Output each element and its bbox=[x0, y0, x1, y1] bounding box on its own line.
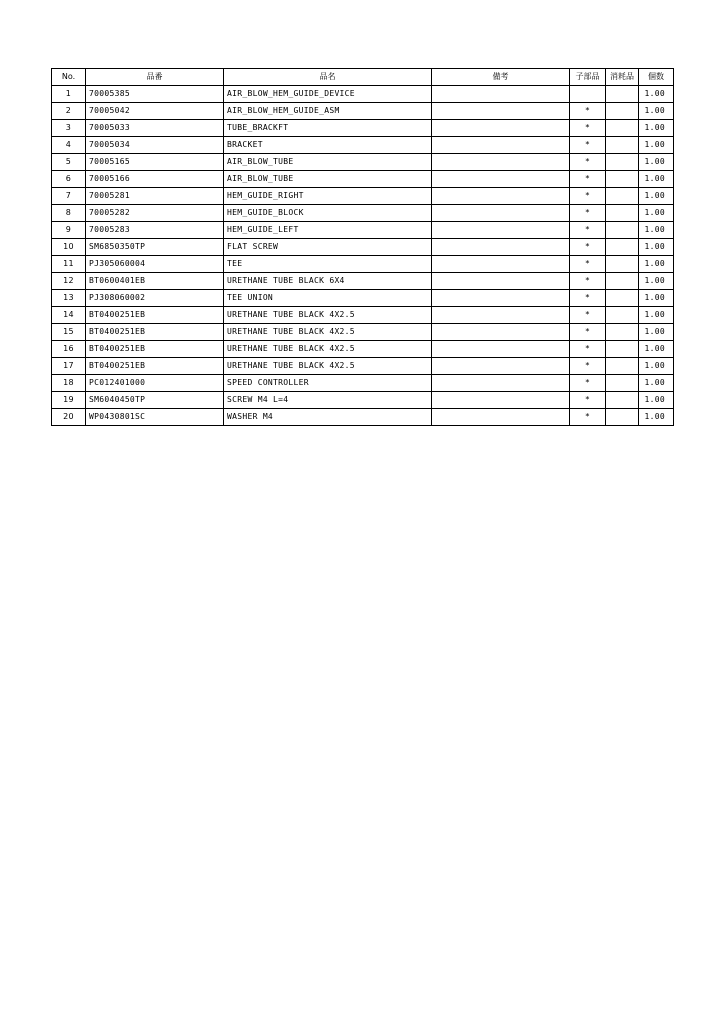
header-remarks: 備考 bbox=[432, 69, 570, 86]
cell-no: 19 bbox=[52, 392, 86, 409]
cell-consumable bbox=[606, 273, 639, 290]
cell-quantity: 1.00 bbox=[639, 120, 674, 137]
cell-part-number: PJ305060004 bbox=[86, 256, 224, 273]
cell-remarks bbox=[432, 375, 570, 392]
cell-no: 16 bbox=[52, 341, 86, 358]
cell-part-number: 70005282 bbox=[86, 205, 224, 222]
cell-part-number: 70005042 bbox=[86, 103, 224, 120]
cell-no: 15 bbox=[52, 324, 86, 341]
cell-sub-part: * bbox=[570, 171, 606, 188]
cell-sub-part: * bbox=[570, 358, 606, 375]
cell-consumable bbox=[606, 341, 639, 358]
header-sub-part: 子部品 bbox=[570, 69, 606, 86]
cell-part-number: 70005033 bbox=[86, 120, 224, 137]
cell-remarks bbox=[432, 256, 570, 273]
cell-sub-part: * bbox=[570, 273, 606, 290]
cell-quantity: 1.00 bbox=[639, 273, 674, 290]
cell-quantity: 1.00 bbox=[639, 137, 674, 154]
cell-no: 8 bbox=[52, 205, 86, 222]
cell-remarks bbox=[432, 86, 570, 103]
cell-sub-part: * bbox=[570, 120, 606, 137]
cell-quantity: 1.00 bbox=[639, 103, 674, 120]
table-row bbox=[52, 86, 674, 103]
cell-consumable bbox=[606, 392, 639, 409]
cell-no: 5 bbox=[52, 154, 86, 171]
table-row bbox=[52, 205, 674, 222]
cell-quantity: 1.00 bbox=[639, 256, 674, 273]
cell-part-name: URETHANE TUBE BLACK 4X2.5 bbox=[224, 324, 432, 341]
cell-part-number: WP0430801SC bbox=[86, 409, 224, 426]
header-part-number: 品番 bbox=[86, 69, 224, 86]
cell-sub-part: * bbox=[570, 392, 606, 409]
cell-quantity: 1.00 bbox=[639, 358, 674, 375]
header-consumable: 消耗品 bbox=[606, 69, 639, 86]
cell-no: 10 bbox=[52, 239, 86, 256]
cell-remarks bbox=[432, 171, 570, 188]
header-part-name: 品名 bbox=[224, 69, 432, 86]
cell-remarks bbox=[432, 392, 570, 409]
cell-sub-part: * bbox=[570, 324, 606, 341]
cell-consumable bbox=[606, 137, 639, 154]
cell-part-name: TEE UNION bbox=[224, 290, 432, 307]
cell-no: 6 bbox=[52, 171, 86, 188]
cell-quantity: 1.00 bbox=[639, 341, 674, 358]
cell-remarks bbox=[432, 290, 570, 307]
cell-consumable bbox=[606, 307, 639, 324]
parts-list-table bbox=[51, 68, 674, 426]
cell-remarks bbox=[432, 103, 570, 120]
table-row bbox=[52, 273, 674, 290]
cell-part-name: AIR_BLOW_TUBE bbox=[224, 171, 432, 188]
cell-sub-part: * bbox=[570, 307, 606, 324]
header-no: No. bbox=[52, 69, 86, 86]
cell-part-name: AIR_BLOW_HEM_GUIDE_DEVICE bbox=[224, 86, 432, 103]
cell-no: 20 bbox=[52, 409, 86, 426]
table-row bbox=[52, 222, 674, 239]
cell-sub-part: * bbox=[570, 375, 606, 392]
cell-remarks bbox=[432, 137, 570, 154]
cell-sub-part: * bbox=[570, 205, 606, 222]
cell-sub-part: * bbox=[570, 239, 606, 256]
cell-part-number: BT0400251EB bbox=[86, 358, 224, 375]
table-row bbox=[52, 171, 674, 188]
cell-part-number: SM6040450TP bbox=[86, 392, 224, 409]
cell-consumable bbox=[606, 171, 639, 188]
cell-remarks bbox=[432, 222, 570, 239]
cell-quantity: 1.00 bbox=[639, 324, 674, 341]
table-row bbox=[52, 137, 674, 154]
cell-part-number: PC012401000 bbox=[86, 375, 224, 392]
cell-part-name: AIR_BLOW_TUBE bbox=[224, 154, 432, 171]
cell-remarks bbox=[432, 120, 570, 137]
cell-quantity: 1.00 bbox=[639, 188, 674, 205]
cell-no: 12 bbox=[52, 273, 86, 290]
cell-no: 11 bbox=[52, 256, 86, 273]
cell-remarks bbox=[432, 307, 570, 324]
cell-quantity: 1.00 bbox=[639, 86, 674, 103]
cell-no: 13 bbox=[52, 290, 86, 307]
cell-part-name: URETHANE TUBE BLACK 4X2.5 bbox=[224, 341, 432, 358]
cell-no: 18 bbox=[52, 375, 86, 392]
cell-consumable bbox=[606, 409, 639, 426]
cell-sub-part: * bbox=[570, 409, 606, 426]
cell-part-number: 70005281 bbox=[86, 188, 224, 205]
cell-remarks bbox=[432, 341, 570, 358]
cell-consumable bbox=[606, 222, 639, 239]
cell-no: 4 bbox=[52, 137, 86, 154]
cell-remarks bbox=[432, 239, 570, 256]
cell-remarks bbox=[432, 205, 570, 222]
cell-sub-part: * bbox=[570, 154, 606, 171]
cell-sub-part: * bbox=[570, 290, 606, 307]
table-row bbox=[52, 103, 674, 120]
cell-no: 2 bbox=[52, 103, 86, 120]
cell-part-number: BT0400251EB bbox=[86, 341, 224, 358]
cell-part-number: 70005385 bbox=[86, 86, 224, 103]
cell-quantity: 1.00 bbox=[639, 392, 674, 409]
cell-consumable bbox=[606, 120, 639, 137]
cell-part-name: HEM_GUIDE_LEFT bbox=[224, 222, 432, 239]
cell-quantity: 1.00 bbox=[639, 375, 674, 392]
cell-quantity: 1.00 bbox=[639, 205, 674, 222]
cell-part-name: AIR_BLOW_HEM_GUIDE_ASM bbox=[224, 103, 432, 120]
cell-consumable bbox=[606, 256, 639, 273]
cell-part-number: PJ308060002 bbox=[86, 290, 224, 307]
table-row bbox=[52, 239, 674, 256]
cell-remarks bbox=[432, 409, 570, 426]
cell-part-name: URETHANE TUBE BLACK 6X4 bbox=[224, 273, 432, 290]
table-row bbox=[52, 392, 674, 409]
cell-part-number: 70005165 bbox=[86, 154, 224, 171]
table-row bbox=[52, 409, 674, 426]
cell-part-name: TUBE_BRACKFT bbox=[224, 120, 432, 137]
cell-sub-part: * bbox=[570, 256, 606, 273]
cell-consumable bbox=[606, 324, 639, 341]
cell-consumable bbox=[606, 375, 639, 392]
cell-quantity: 1.00 bbox=[639, 307, 674, 324]
cell-consumable bbox=[606, 205, 639, 222]
cell-part-name: FLAT SCREW bbox=[224, 239, 432, 256]
cell-part-number: 70005283 bbox=[86, 222, 224, 239]
cell-sub-part: * bbox=[570, 188, 606, 205]
cell-sub-part: * bbox=[570, 341, 606, 358]
cell-remarks bbox=[432, 358, 570, 375]
cell-part-name: HEM_GUIDE_RIGHT bbox=[224, 188, 432, 205]
cell-consumable bbox=[606, 188, 639, 205]
cell-no: 1 bbox=[52, 86, 86, 103]
cell-consumable bbox=[606, 154, 639, 171]
table-row bbox=[52, 307, 674, 324]
cell-sub-part: * bbox=[570, 103, 606, 120]
cell-sub-part: * bbox=[570, 137, 606, 154]
cell-quantity: 1.00 bbox=[639, 154, 674, 171]
header-row bbox=[52, 69, 674, 86]
table-row bbox=[52, 154, 674, 171]
cell-quantity: 1.00 bbox=[639, 222, 674, 239]
cell-part-name: URETHANE TUBE BLACK 4X2.5 bbox=[224, 358, 432, 375]
cell-part-name: SCREW M4 L=4 bbox=[224, 392, 432, 409]
cell-quantity: 1.00 bbox=[639, 171, 674, 188]
table-row bbox=[52, 375, 674, 392]
cell-no: 17 bbox=[52, 358, 86, 375]
cell-part-number: BT0600401EB bbox=[86, 273, 224, 290]
cell-part-name: SPEED CONTROLLER bbox=[224, 375, 432, 392]
cell-consumable bbox=[606, 86, 639, 103]
cell-consumable bbox=[606, 290, 639, 307]
table-row bbox=[52, 120, 674, 137]
cell-no: 14 bbox=[52, 307, 86, 324]
cell-no: 7 bbox=[52, 188, 86, 205]
cell-sub-part: * bbox=[570, 222, 606, 239]
cell-no: 3 bbox=[52, 120, 86, 137]
cell-part-name: TEE bbox=[224, 256, 432, 273]
cell-remarks bbox=[432, 273, 570, 290]
table-row bbox=[52, 256, 674, 273]
header-quantity: 個数 bbox=[639, 69, 674, 86]
cell-remarks bbox=[432, 324, 570, 341]
cell-quantity: 1.00 bbox=[639, 290, 674, 307]
table-row bbox=[52, 358, 674, 375]
cell-sub-part bbox=[570, 86, 606, 103]
table-row bbox=[52, 188, 674, 205]
cell-remarks bbox=[432, 154, 570, 171]
cell-part-name: BRACKET bbox=[224, 137, 432, 154]
cell-part-number: 70005034 bbox=[86, 137, 224, 154]
table-row bbox=[52, 324, 674, 341]
cell-part-name: WASHER M4 bbox=[224, 409, 432, 426]
table-body bbox=[52, 86, 674, 426]
cell-quantity: 1.00 bbox=[639, 409, 674, 426]
cell-part-name: HEM_GUIDE_BLOCK bbox=[224, 205, 432, 222]
cell-no: 9 bbox=[52, 222, 86, 239]
table-header bbox=[52, 69, 674, 86]
cell-part-number: SM6850350TP bbox=[86, 239, 224, 256]
table-row bbox=[52, 290, 674, 307]
cell-remarks bbox=[432, 188, 570, 205]
cell-part-number: BT0400251EB bbox=[86, 307, 224, 324]
cell-quantity: 1.00 bbox=[639, 239, 674, 256]
cell-part-name: URETHANE TUBE BLACK 4X2.5 bbox=[224, 307, 432, 324]
cell-consumable bbox=[606, 103, 639, 120]
cell-part-number: BT0400251EB bbox=[86, 324, 224, 341]
cell-part-number: 70005166 bbox=[86, 171, 224, 188]
cell-consumable bbox=[606, 358, 639, 375]
table-row bbox=[52, 341, 674, 358]
cell-consumable bbox=[606, 239, 639, 256]
